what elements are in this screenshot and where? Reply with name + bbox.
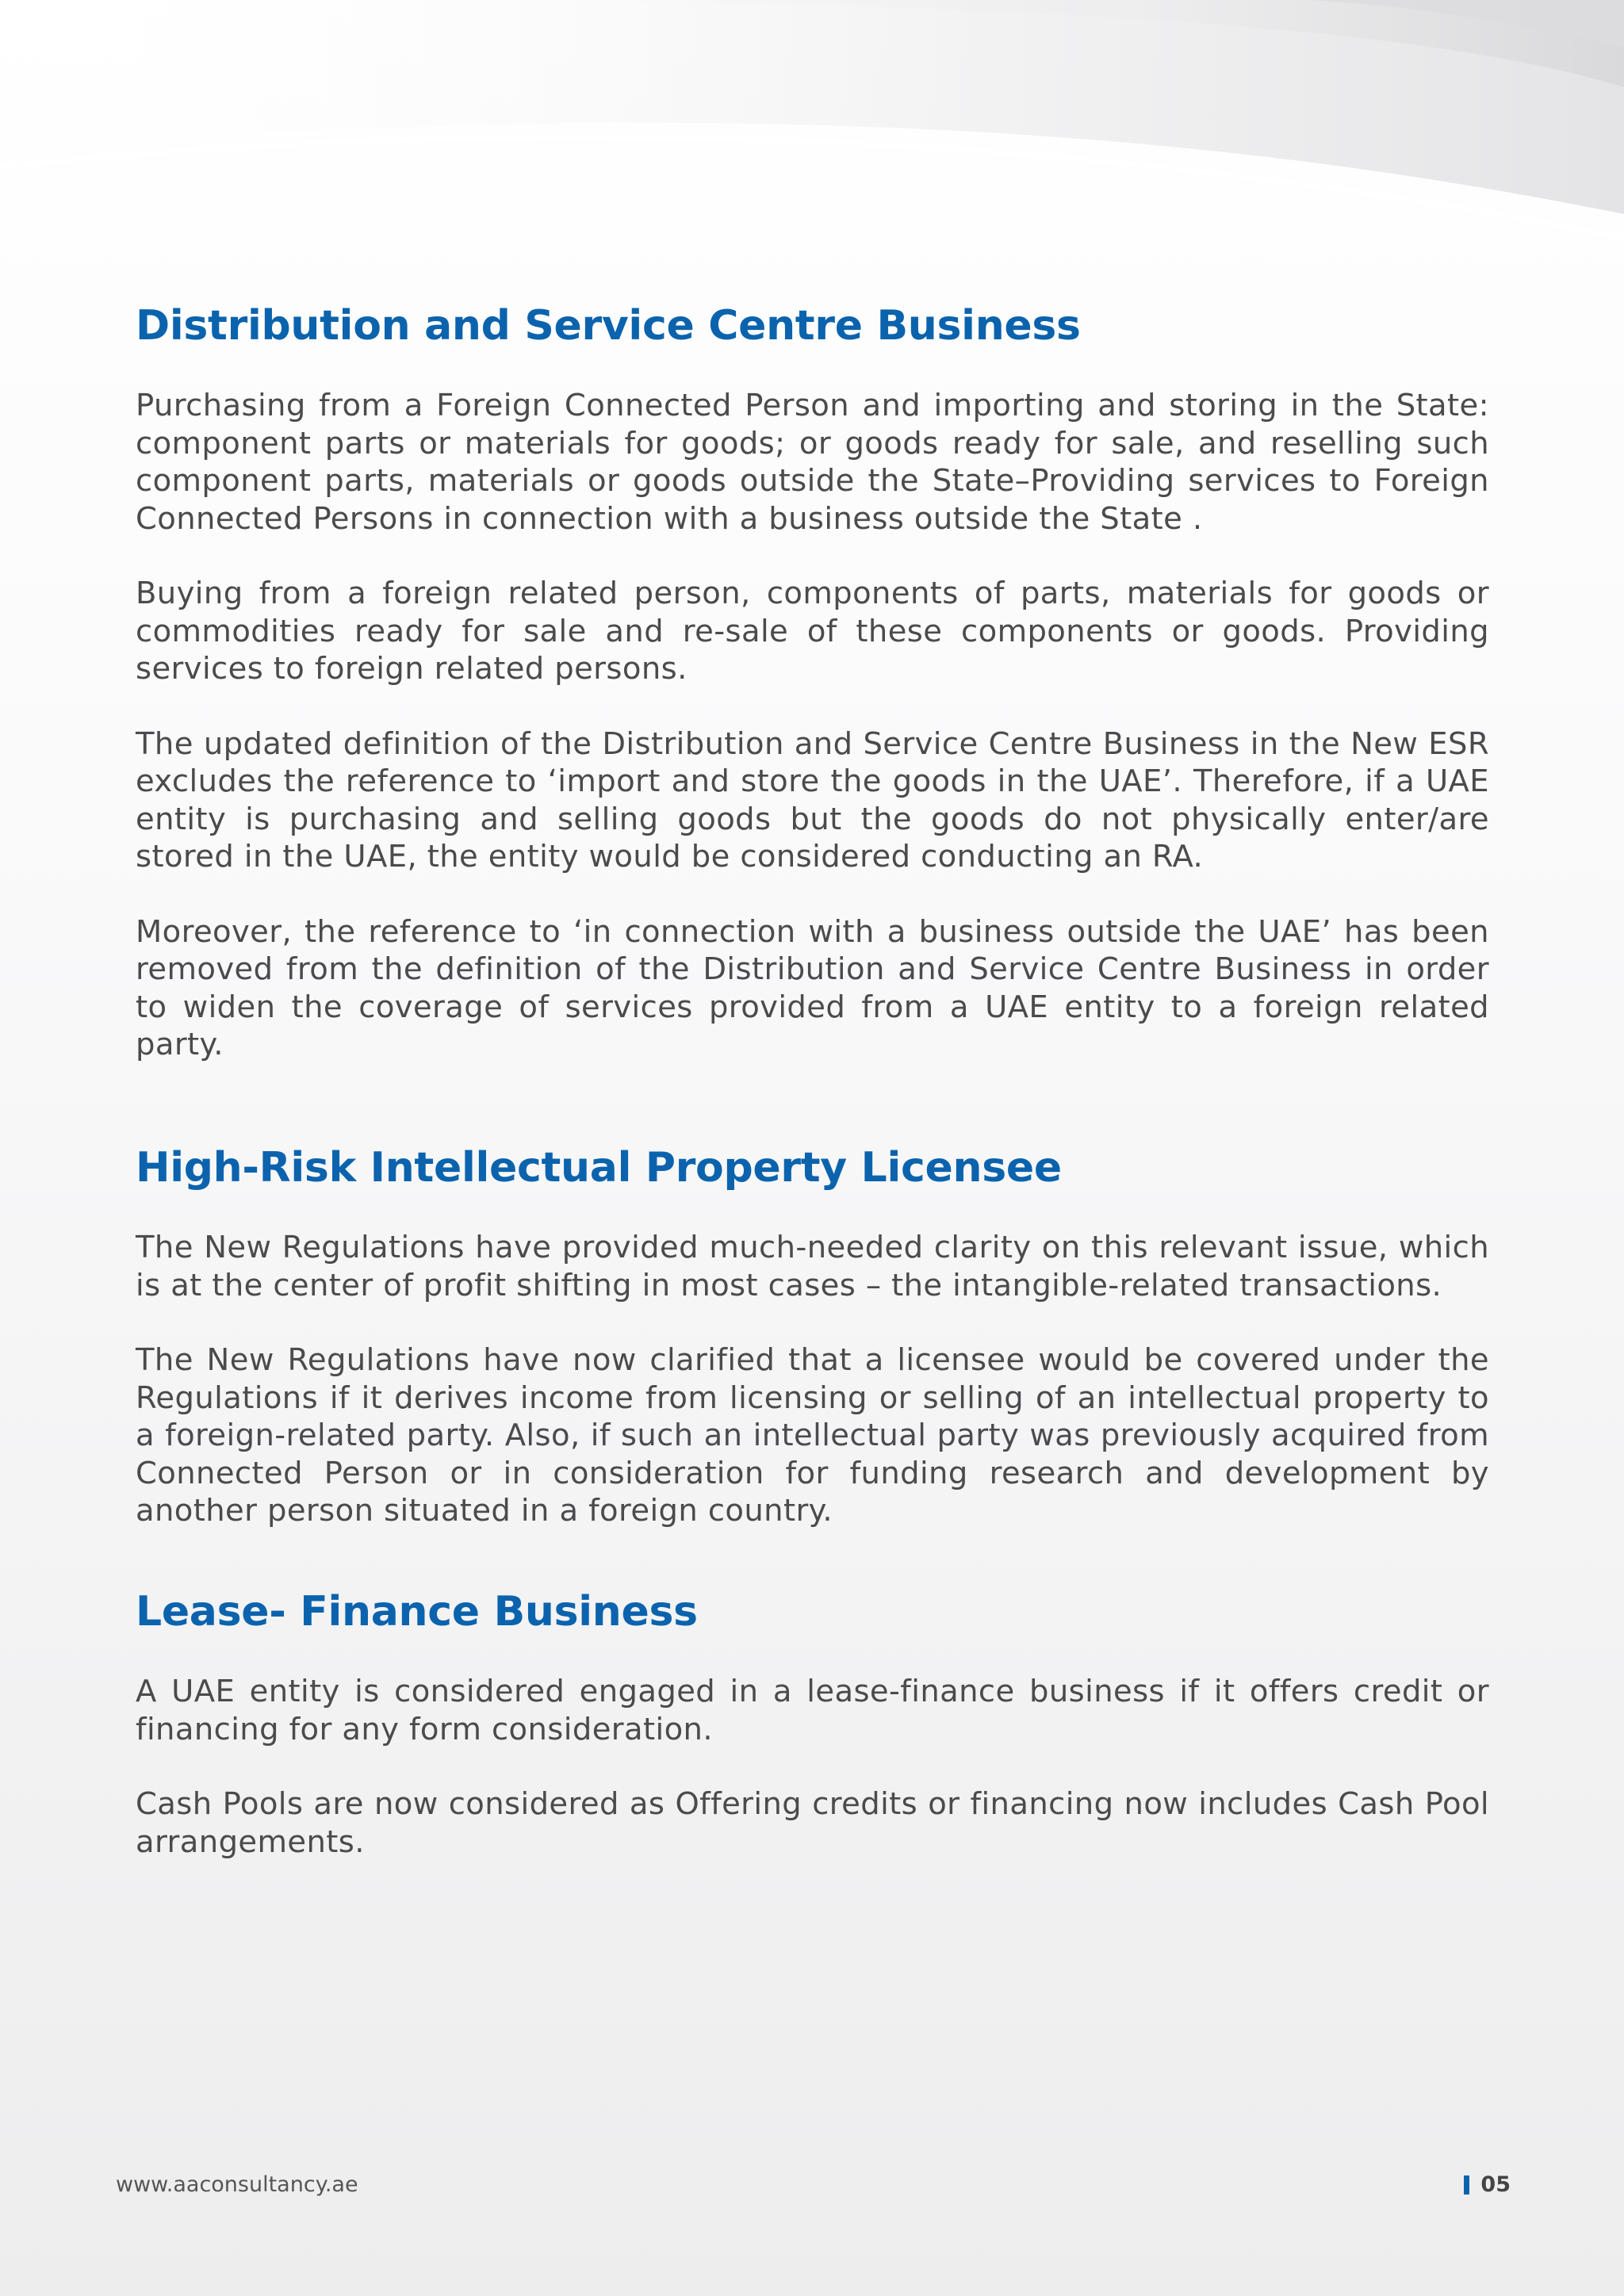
- paragraph: A UAE entity is considered engaged in a lease-finance business if it offers credit or financing for any form consideration.: [136, 1674, 1489, 1747]
- paragraph: Cash Pools are now considered as Offering credits or financing now includes Cash Pool arrangements.: [136, 1786, 1489, 1860]
- section-title-ip-licensee: High-Risk Intellectual Property Licensee: [136, 1143, 1062, 1192]
- section-distribution: [136, 301, 1489, 1064]
- page-number: [1464, 2172, 1511, 2197]
- section-lease-finance: [136, 1587, 1489, 1861]
- page-marker-bar: [1464, 2175, 1469, 2195]
- section-title-distribution: Distribution and Service Centre Business: [136, 302, 1081, 350]
- section-title-lease-finance: Lease- Finance Business: [136, 1587, 698, 1636]
- section-ip-licensee: [136, 1143, 1489, 1530]
- paragraph: Buying from a foreign related person, components of parts, materials for goods or commodities ready for sale and re-sale of these components or goods. Providing services to foreign related persons.: [136, 576, 1489, 687]
- paragraph: The New Regulations have provided much-needed clarity on this relevant issue, which is at the center of profit shifting in most cases – the intangible-related transactions.: [136, 1230, 1489, 1303]
- footer-website: www.aaconsultancy.ae: [116, 2172, 358, 2197]
- page-content: [136, 301, 1489, 1861]
- paragraph: The updated definition of the Distribution and Service Centre Business in the New ESR excludes the reference to ‘import and store the goods in the UAE’. Therefore, if a UAE entity is purchasing and selling goods but the goods do not physically enter/are stored in the UAE, the entity would be considered conducting an RA.: [136, 725, 1489, 875]
- paragraph: Moreover, the reference to ‘in connection with a business outside the UAE’ has been removed from the definition of the Distribution and Service Centre Business in order to widen the coverage of services provided from a UAE entity to a foreign related party.: [136, 913, 1489, 1063]
- paragraph: Purchasing from a Foreign Connected Person and importing and storing in the State: component parts or materials for goods; or goods ready for sale, and reselling such component parts, materials or goods outside the State–Providing services to Foreign Connected Persons in connection with a business outside the State .: [136, 388, 1489, 537]
- page-number-text: 05: [1480, 2172, 1511, 2197]
- paragraph: The New Regulations have now clarified that a licensee would be covered under the Regulations if it derives income from licensing or selling of an intellectual property to a foreign-related party. Also, if such an intellectual party was previously acquired from Connected Person or in consideration for funding research and development by another person situated in a foreign country.: [136, 1342, 1489, 1529]
